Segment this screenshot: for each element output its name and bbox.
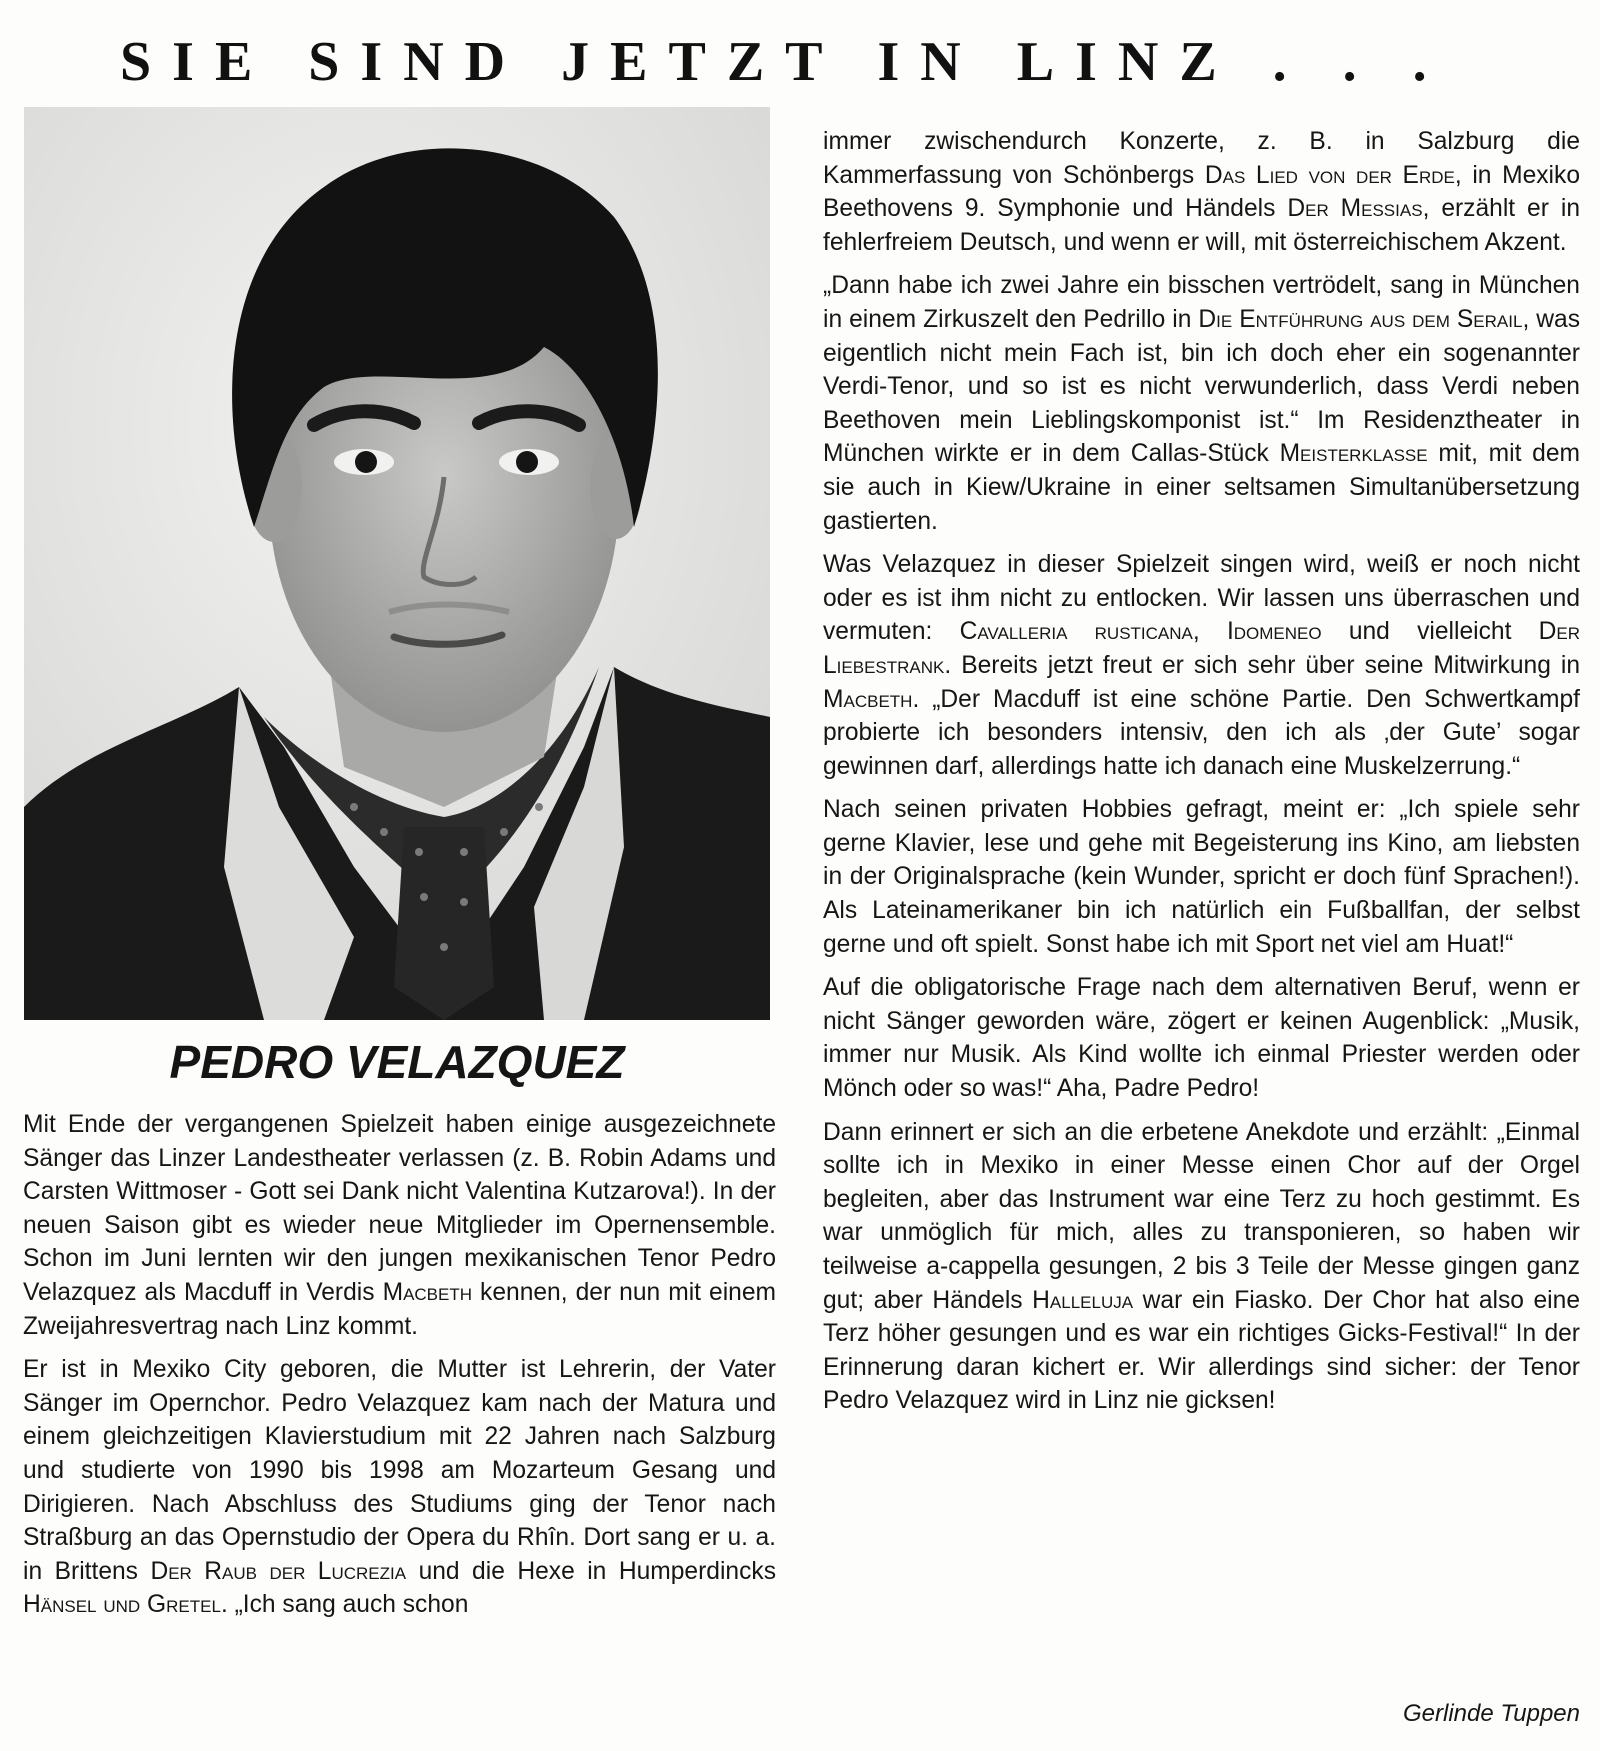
text-run: , was eigentlich nicht mein Fach ist, bin ich doch eher ein sogenannter Verdi-Tenor, und so ist es nicht verwunderlich, dass Verdi neben Beethoven mein Lieblingskomponist ist.“ Im Residenztheater in München wirkte er in dem Callas-Stück xyxy=(823,305,1580,468)
text-run: kennen, der nun mit einem Zweijahresvertrag nach Linz kommt. xyxy=(23,1278,776,1340)
person-name: PEDRO VELAZQUEZ xyxy=(169,1036,625,1088)
article-paragraph xyxy=(823,269,1580,538)
article-paragraph xyxy=(823,793,1580,961)
work-title: Cavalleria rusticana xyxy=(959,618,1193,646)
work-title: Der Messias xyxy=(1287,195,1423,223)
text-run: , in Mexiko Beethovens 9. Symphonie und Händels xyxy=(823,161,1580,223)
text-run: immer zwischendurch Konzerte, z. B. in Salzburg die Kammerfassung von Schönbergs xyxy=(823,128,1580,189)
text-run: Auf die obligatorische Frage nach dem alternativen Beruf, wenn er nicht Sänger geworden wäre, zögert er keinen Augenblick: „Musik, immer nur Musik. Als Kind wollte ich einmal Priester werden oder Mönch oder so was!“ Aha, Padre Pedro! xyxy=(823,974,1580,1103)
text-run: mit, mit dem sie auch in Kiew/Ukraine in einer seltsamen Simultanübersetzung gastierten. xyxy=(823,440,1580,535)
text-run: Was Velazquez in dieser Spielzeit singen wird, weiß er noch nicht oder es ist ihm nicht zu entlocken. Wir lassen uns überraschen und vermuten: xyxy=(823,551,1580,646)
text-run: Mit Ende der vergangenen Spielzeit haben einige ausgezeichnete Sänger das Linzer Landestheater verlassen (z. B. Robin Adams und Carsten Wittmoser - Gott sei Dank nicht Valentina Kutzarova!). In der neuen Saison gibt es wieder neue Mitglieder im Opernensemble. Schon im Juni lernten wir den jungen mexikanischen Tenor Pedro Velazquez als Macduff in Verdis xyxy=(23,1111,776,1306)
text-run: . „Ich sang auch schon xyxy=(220,1591,469,1619)
article-left-column xyxy=(23,1108,776,1632)
article-right-column xyxy=(823,125,1580,1428)
article-paragraph xyxy=(823,1116,1580,1418)
page-headline: SIE SIND JETZT IN LINZ . . . xyxy=(120,31,1448,93)
text-run: und vielleicht xyxy=(1321,618,1539,646)
text-run: Dann erinnert er sich an die erbetene Anekdote und erzählt: „Einmal sollte ich in Mexiko in einer Messe einen Chor auf der Orgel begleiten, aber das Instrument war eine Terz zu hoch gestimmt. Es war unmöglich für mich, alles zu transponieren, so haben wir teilweise a-cappella gesungen, 2 bis 3 Teile der Messe gingen ganz gut; aber Händels xyxy=(823,1118,1580,1314)
text-run: „Dann habe ich zwei Jahre ein bisschen vertrödelt, sang in München in einem Zirkuszelt den Pedrillo in xyxy=(823,272,1580,333)
work-title: Der Raub der Lucrezia xyxy=(150,1557,407,1585)
work-title: Macbeth xyxy=(382,1278,473,1306)
text-run: . „Der Macduff ist eine schöne Partie. Den Schwertkampf probierte ich besonders intensiv, den ich als ‚der Gute’ sogar gewinnen darf, allerdings hatte ich danach eine Muskelzerrung.“ xyxy=(823,685,1580,780)
work-title: Halleluja xyxy=(1032,1286,1134,1314)
text-run: , xyxy=(1192,618,1227,646)
text-run: und die Hexe in Humperdincks xyxy=(406,1557,776,1585)
work-title: Meisterklasse xyxy=(1279,440,1428,468)
work-title: Die Entführung aus dem Serail xyxy=(1198,305,1523,333)
work-title: Idomeneo xyxy=(1226,618,1322,646)
article-paragraph xyxy=(823,125,1580,259)
text-run: war ein Fiasko. Der Chor hat also eine Terz höher gesungen und es war ein richtiges Gicks-Festival!“ In der Erinnerung daran kichert er. Wir allerdings sind sicher: der Tenor Pedro Velazquez wird in Linz nie gicksen! xyxy=(823,1286,1580,1415)
text-run: Er ist in Mexiko City geboren, die Mutter ist Lehrerin, der Vater Sänger im Opernchor. Pedro Velazquez kam nach der Matura und einem gleichzeitigen Klavierstudium mit 22 Jahren nach Salzburg und studierte von 1990 bis 1998 am Mozarteum Gesang und Dirigieren. Nach Abschluss des Studiums ging der Tenor nach Straßburg an das Opernstudio der Opera du Rhîn. Dort sang er u. a. in Brittens xyxy=(23,1356,776,1585)
work-title: Das Lied von der Erde xyxy=(1204,161,1455,189)
work-title: Macbeth xyxy=(823,685,913,713)
article-paragraph xyxy=(23,1108,776,1343)
work-title: Hänsel und Gretel xyxy=(23,1591,221,1619)
author-signature: Gerlinde Tuppen xyxy=(1403,1700,1580,1727)
text-run: . Bereits jetzt freut er sich sehr über seine Mitwirkung in xyxy=(944,651,1580,679)
portrait-photo xyxy=(24,107,770,1020)
text-run: Nach seinen privaten Hobbies gefragt, meint er: „Ich spiele sehr gerne Klavier, lese und gehe mit Begeisterung ins Kino, am liebsten in der Originalsprache (kein Wunder, spricht er doch fünf Sprachen!). Als Lateinamerikaner bin ich natürlich ein Fußballfan, der selbst gerne und oft spielt. Sonst habe ich mit Sport net viel am Huat!“ xyxy=(823,796,1580,958)
work-title: Der Liebestrank xyxy=(823,618,1581,679)
text-run: , erzählt er in fehlerfreiem Deutsch, und wenn er will, mit österreichischem Akzent. xyxy=(823,195,1580,256)
article-paragraph xyxy=(23,1353,776,1622)
article-paragraph xyxy=(823,971,1580,1105)
article-paragraph xyxy=(823,548,1580,783)
